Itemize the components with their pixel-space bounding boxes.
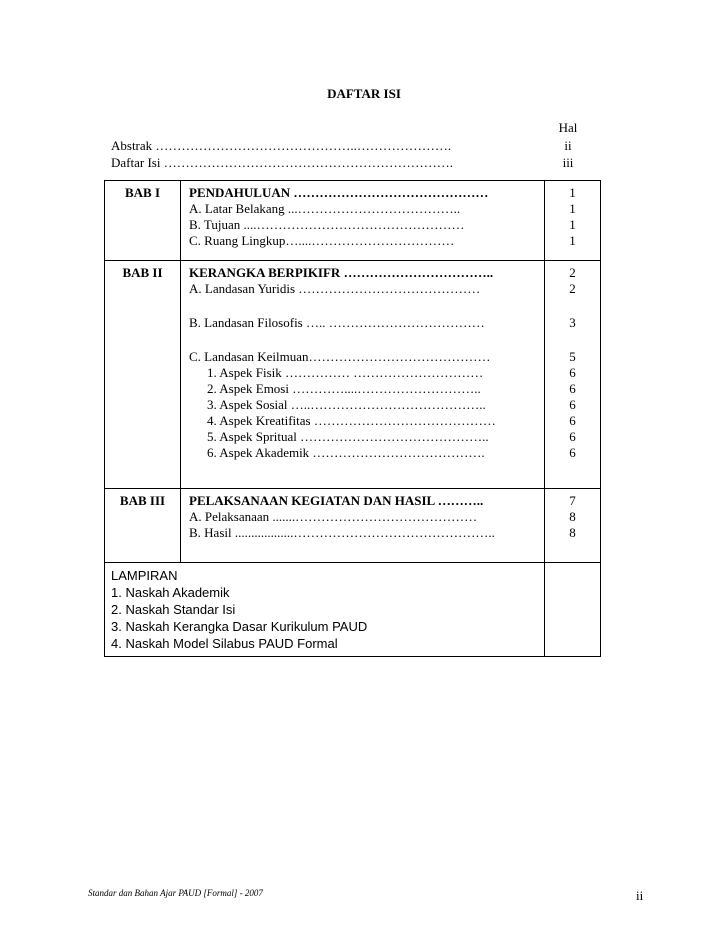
toc-table	[104, 180, 601, 657]
toc-entry: 5. Aspek Spritual ……………………………………..	[207, 429, 489, 444]
lampiran-item: 3. Naskah Kerangka Dasar Kurikulum PAUD	[111, 619, 368, 634]
lampiran-page-cell	[545, 563, 601, 657]
toc-entry: B. Tujuan ....…………………………………………	[189, 217, 465, 232]
toc-page-number: 6	[569, 365, 576, 380]
toc-daftar-isi-label: Daftar Isi ………………………………………………………….	[111, 155, 453, 170]
toc-entry: PENDAHULUAN ………………………………………	[189, 185, 489, 200]
chapter-label: BAB I	[105, 181, 181, 261]
page-footer: Standar dan Bahan Ajar PAUD [Formal] - 2007	[88, 888, 263, 898]
toc-page-number: 1	[569, 201, 576, 216]
toc-entry: A. Latar Belakang ...………………………………..	[189, 201, 461, 216]
chapter-entries	[181, 261, 545, 489]
toc-entry: 2. Aspek Emosi …………....………………………..	[207, 381, 481, 396]
toc-page-number: 5	[569, 349, 576, 364]
toc-entry: A. Pelaksanaan .......……………………………………	[189, 509, 478, 524]
toc-page-number: 1	[569, 185, 576, 200]
toc-page-number: 6	[569, 413, 576, 428]
lampiran-item: 4. Naskah Model Silabus PAUD Formal	[111, 636, 338, 651]
toc-chapter-row	[105, 181, 601, 261]
toc-page-number: 3	[569, 315, 576, 330]
toc-daftar-isi-page: iii	[562, 155, 574, 170]
toc-entry: C. Landasan Keilmuan……………………………………	[189, 349, 491, 364]
toc-page-number: 1	[569, 233, 576, 248]
toc-page-number: 2	[569, 281, 576, 296]
toc-page-number: 7	[569, 493, 576, 508]
chapter-label: BAB II	[105, 261, 181, 489]
toc-lampiran-row	[105, 563, 601, 657]
toc-page-number: 8	[569, 509, 576, 524]
chapter-pages	[545, 489, 601, 563]
toc-chapter-row	[105, 489, 601, 563]
lampiran-item: 2. Naskah Standar Isi	[111, 602, 236, 617]
hal-label: Hal	[558, 120, 578, 135]
toc-entry: 4. Aspek Kreatifitas ……………………………………	[207, 413, 496, 428]
toc-entry: 6. Aspek Akademik ………………………………….	[207, 445, 485, 460]
chapter-entries	[181, 181, 545, 261]
toc-page-number: 6	[569, 397, 576, 412]
toc-abstrak-label: Abstrak ………………………………………..………………….	[111, 138, 452, 153]
toc-entry: 1. Aspek Fisik …………… …………………………	[207, 365, 484, 380]
toc-entry: 3. Aspek Sosial …..…………………………………..	[207, 397, 486, 412]
toc-entry: B. Landasan Filosofis ….. ………………………………	[189, 315, 485, 330]
toc-entry: C. Ruang Lingkup…....……………………………	[189, 233, 455, 248]
toc-page-number: 6	[569, 429, 576, 444]
toc-page-number: 6	[569, 381, 576, 396]
page-number: ii	[636, 888, 644, 903]
chapter-pages	[545, 181, 601, 261]
lampiran-cell	[105, 563, 545, 657]
toc-page-number: 8	[569, 525, 576, 540]
toc-entry: KERANGKA BERPIKIFR ……………………………..	[189, 265, 494, 280]
lampiran-item: 1. Naskah Akademik	[111, 585, 230, 600]
toc-page-number: 1	[569, 217, 576, 232]
toc-entry: A. Landasan Yuridis ……………………………………	[189, 281, 481, 296]
toc-page-number: 6	[569, 445, 576, 460]
chapter-label: BAB III	[105, 489, 181, 563]
chapter-entries	[181, 489, 545, 563]
chapter-pages	[545, 261, 601, 489]
toc-entry: PELAKSANAAN KEGIATAN DAN HASIL ………..	[189, 493, 484, 508]
lampiran-heading: LAMPIRAN	[111, 568, 178, 583]
page-title: DAFTAR ISI	[327, 86, 401, 101]
toc-chapter-row	[105, 261, 601, 489]
toc-abstrak-page: ii	[564, 138, 572, 153]
toc-page-number: 2	[569, 265, 576, 280]
toc-entry: B. Hasil ..................………………………………………..	[189, 525, 495, 540]
